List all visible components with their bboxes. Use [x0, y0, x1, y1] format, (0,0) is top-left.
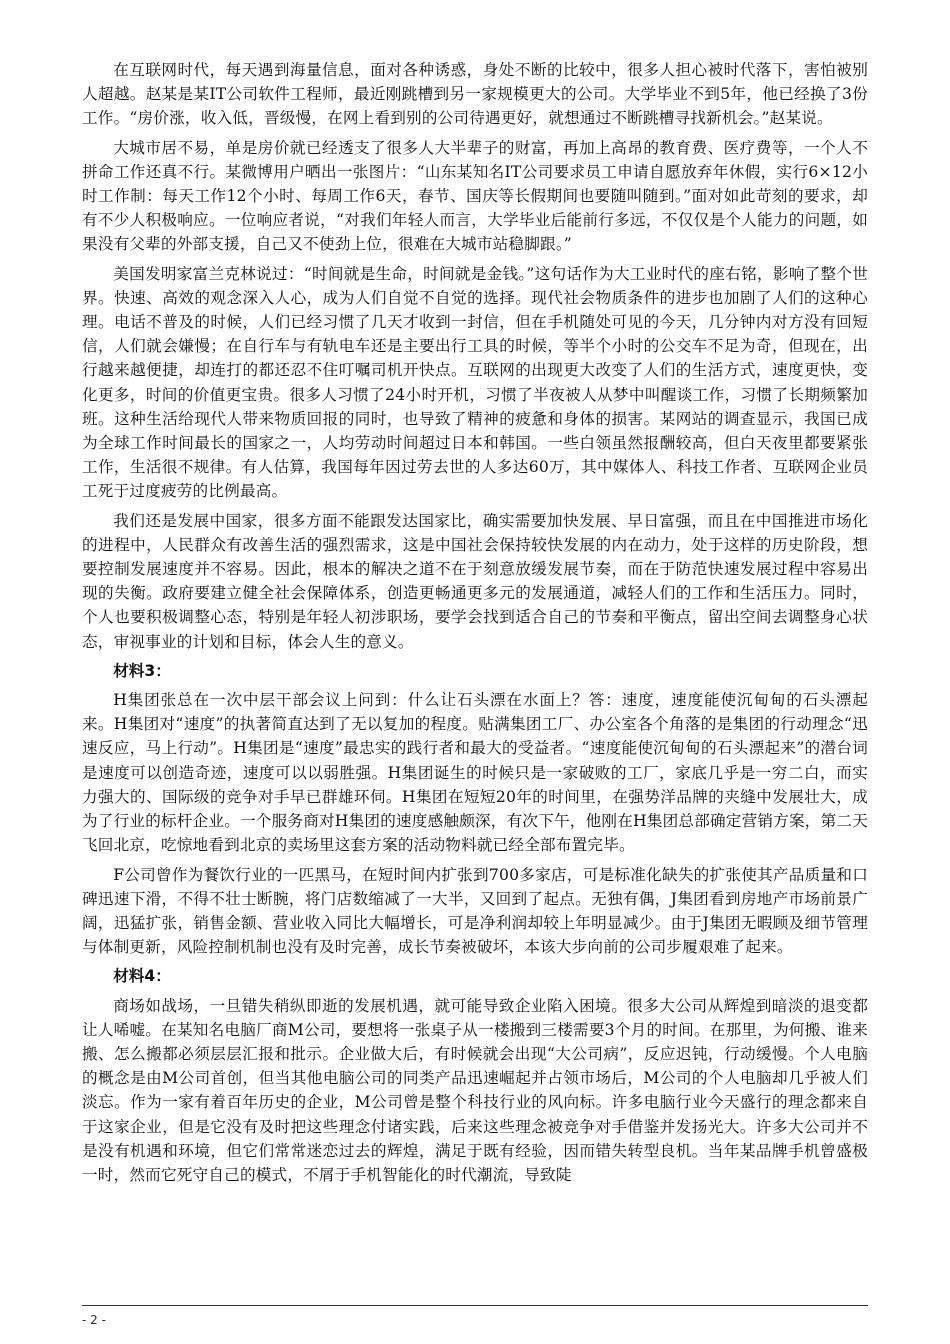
section-heading-material-3: 材料3： [113, 661, 171, 680]
paragraph: H集团张总在一次中层干部会议上问到：什么让石头漂在水面上？答：速度，速度能使沉甸甸的石头漂起来。H集团对“速度”的执著简直达到了无以复加的程度。贴满集团工厂、办公室各个角落的是集团的行动理念“迅速反应，马上行动”。H集团是“速度”最忠实的践行者和最大的受益者。“速度能使沉甸甸的石头漂起来”的潜台词是速度可以创造奇迹，速度可以以弱胜强。H集团诞生的时候只是一家破败的工厂，家底几乎是一穷二白，而实力强大的、国际级的竞争对手早已群雄环伺。H集团在短短20年的时间里，在强势洋品牌的夹缝中发展壮大，成为了行业的标杆企业。一个服务商对H集团的速度感触颇深，有次下午，他刚在H集团总部确定营销方案，第二天飞回北京，吃惊地看到北京的卖场里这套方案的活动物料就已经全部布置完毕。 [82, 691, 868, 855]
page-number: - 2 - [82, 1313, 106, 1327]
paragraph: 我们还是发展中国家，很多方面不能跟发达国家比，确实需要加快发展、早日富强，而且在中国推进市场化的进程中，人民群众有改善生活的强烈需求，这是中国社会保持较快发展的内在动力，处于这样的历史阶段，想要控制发展速度并不容易。因此，根本的解决之道不在于刻意放缓发展节奏，而在于防范快速发展过程中容易出现的失衡。政府要建立健全社会保障体系，创造更畅通更多元的发展通道，减轻人们的工作和生活压力。同时，个人也要积极调整心态，特别是年轻人初涉职场，要学会找到适合自己的节奏和平衡点，留出空间去调整身心状态，审视事业的计划和目标，体会人生的意义。 [82, 511, 868, 651]
paragraph: 在互联网时代，每天遇到海量信息，面对各种诱惑，身处不断的比较中，很多人担心被时代落下，害怕被别人超越。赵某是某IT公司软件工程师，最近刚跳槽到另一家规模更大的公司。大学毕业不到5年，他已经换了3份工作。“房价涨，收入低，晋级慢，在网上看到别的公司待遇更好，就想通过不断跳槽寻找新机会。”赵某说。 [82, 61, 868, 128]
footer-divider [82, 1305, 868, 1306]
section-heading-material-4: 材料4： [113, 967, 171, 986]
paragraph: 美国发明家富兰克林说过：“时间就是生命，时间就是金钱。”这句话作为大工业时代的座右铭，影响了整个世界。快速、高效的观念深入人心，成为人们自觉不自觉的选择。现代社会物质条件的进步也加剧了人们的这种心理。电话不普及的时候，人们已经习惯了几天才收到一封信，但在手机随处可见的今天，几分钟内对方没有回短信，人们就会嫌慢；在自行车与有轨电车还是主要出行工具的时候，等半个小时的公交车不足为奇，但现在，出行越来越便捷，却连打的都还忍不住叮嘱司机开快点。互联网的出现更大改变了人们的生活方式，速度更快，变化更多，时间的价值更宝贵。很多人习惯了24小时开机，习惯了半夜被人从梦中叫醒谈工作，习惯了长期频繁加班。这种生活给现代人带来物质回报的同时，也导致了精神的疲惫和身体的损害。某网站的调查显示，我国已成为全球工作时间最长的国家之一，人均劳动时间超过日本和韩国。一些白领虽然报酬较高，但白天夜里都要紧张工作，生活很不规律。有人估算，我国每年因过劳去世的人多达60万，其中媒体人、科技工作者、互联网企业员工死于过度疲劳的比例最高。 [82, 264, 868, 501]
paragraph: F公司曾作为餐饮行业的一匹黑马，在短时间内扩张到700多家店，可是标准化缺失的扩张使其产品质量和口碑迅速下滑，不得不壮士断腕，将门店数缩减了一大半，又回到了起点。无独有偶，J集团看到房地产市场前景广阔，迅猛扩张，销售金额、营业收入同比大幅增长，可是净利润却较上年明显减少。由于J集团无暇顾及细节管理与体制更新，风险控制机制也没有及时完善，成长节奏被破坏，本该大步向前的公司步履艰难了起来。 [82, 865, 868, 957]
paragraph: 大城市居不易，单是房价就已经透支了很多人大半辈子的财富，再加上高昂的教育费、医疗费等，一个人不拼命工作还真不行。某微博用户晒出一张图片：“山东某知名IT公司要求员工申请自愿放弃年休假，实行6×12小时工作制：每天工作12个小时、每周工作6天，春节、国庆等长假期间也要随叫随到。”面对如此苛刻的要求，却有不少人积极响应。一位响应者说，“对我们年轻人而言，大学毕业后能前行多远，不仅仅是个人能力的问题，如果没有父辈的外部支援，自己又不使劲上位，很难在大城市站稳脚跟。” [82, 138, 868, 254]
paragraph: 商场如战场，一旦错失稍纵即逝的发展机遇，就可能导致企业陷入困境。很多大公司从辉煌到暗淡的退变都让人唏嘘。在某知名电脑厂商M公司，要想将一张桌子从一楼搬到三楼需要3个月的时间。在那里，为何搬、谁来搬、怎么搬都必须层层汇报和批示。企业做大后，有时候就会出现“大公司病”，反应迟钝，行动缓慢。个人电脑的概念是由M公司首创，但当其他电脑公司的同类产品迅速崛起并占领市场后，M公司的个人电脑却几乎被人们淡忘。作为一家有着百年历史的企业，M公司曾是整个科技行业的风向标。许多电脑行业今天盛行的理念都来自于这家企业，但是它没有及时把这些理念付诸实践，后来这些理念被竞争对手借鉴并发扬光大。许多大公司并不是没有机遇和环境，但它们常常迷恋过去的辉煌，满足于既有经验，因而错失转型良机。当年某品牌手机曾盛极一时，然而它死守自己的模式，不屑于手机智能化的时代潮流，导致陡 [82, 996, 868, 1184]
